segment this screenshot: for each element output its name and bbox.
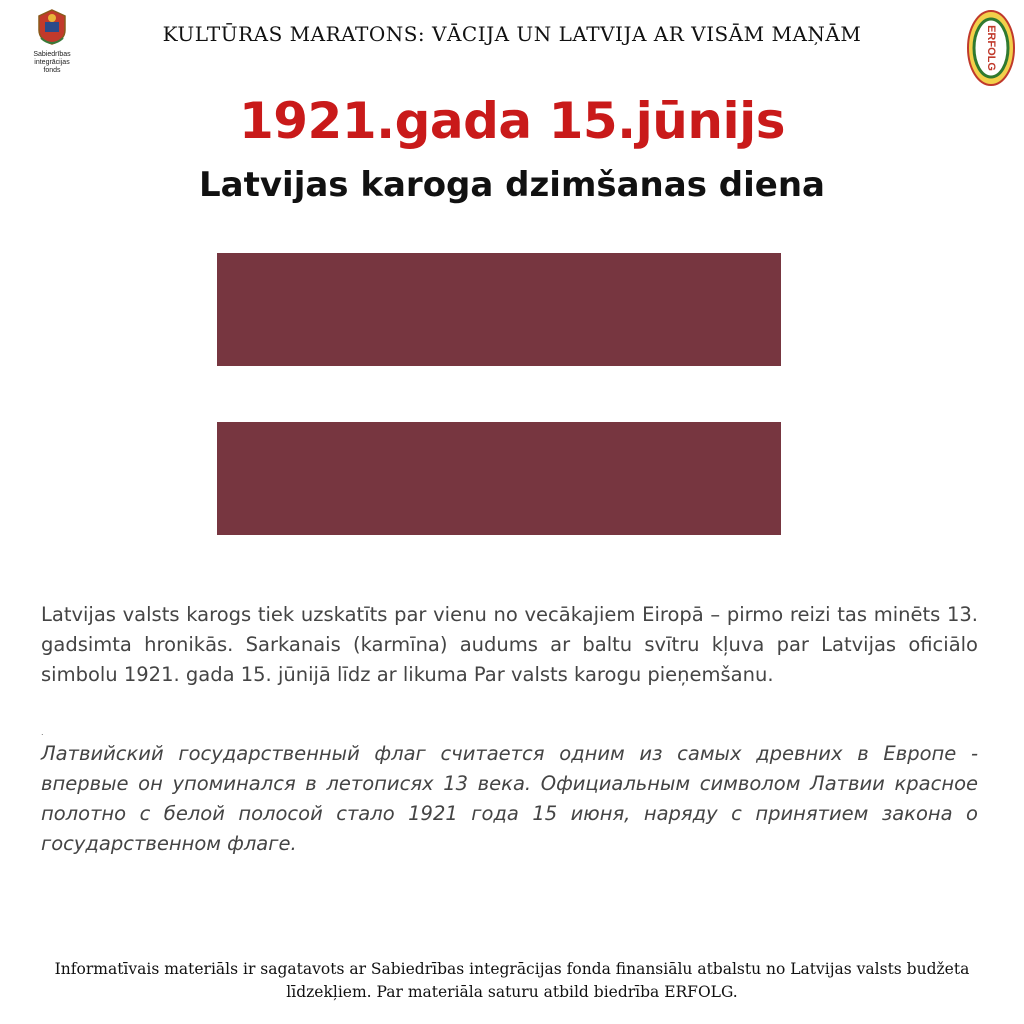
erfolg-emblem-icon: [966, 8, 1016, 88]
paragraph-latvian: Latvijas valsts karogs tiek uzskatīts par vienu no vecākajiem Eiropā – pirmo reizi tas minēts 13. gadsimta hronikās. Sarkanais (karmīna) audums ar baltu svītru kļuva par Latvijas oficiālo simbolu 1921. gada 15. jūnijā līdz ar likuma Par valsts karogu pieņemšanu.: [41, 603, 978, 686]
erfolg-logo-text: ERFOLG: [985, 25, 998, 71]
header-title: KULTŪRAS MARATONS: VĀCIJA UN LATVIJA AR VISĀM MAŅĀM: [162, 22, 862, 46]
erfolg-logo: [966, 8, 1016, 93]
paragraph-russian: Латвийский государственный флаг считается одним из самых древних в Европе - впервые он упоминался в летописях 13 века. Официальным символом Латвии красное полотно с белой полосой стало 1921 года 15 июня, наряду с принятием закона о государственном флаге.: [41, 742, 978, 855]
flag-top-stripe: [217, 253, 781, 366]
footer-line-1: Informatīvais materiāls ir sagatavots ar Sabiedrības integrācijas fonda finansiālu atbalstu no Latvijas valsts budžeta: [54, 960, 970, 978]
logo-caption: Sabiedrības integrācijas fonds: [33, 51, 71, 74]
subtitle: Latvijas karoga dzimšanas diena: [199, 165, 825, 205]
flag-bottom-stripe: [217, 422, 781, 535]
footer-disclaimer: [20, 958, 1004, 1004]
date-title: 1921.gada 15.jūnijs: [238, 92, 786, 150]
separator-dot: .: [41, 728, 44, 737]
footer-line-2: līdzekļiem. Par materiāla saturu atbild biedrība ERFOLG.: [286, 983, 738, 1001]
